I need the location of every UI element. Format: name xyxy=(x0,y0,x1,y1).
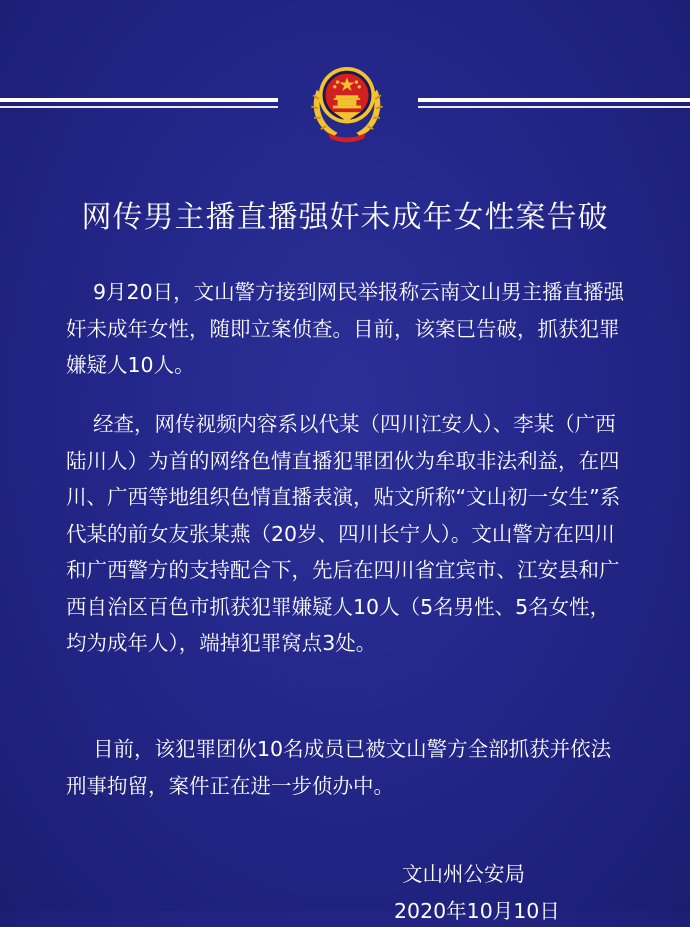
notice-title: 网传男主播直播强奸未成年女性案告破 xyxy=(81,200,609,235)
header-line-left-top xyxy=(0,98,278,102)
police-emblem-icon xyxy=(300,52,394,146)
issuer-signature: 文山州公安局 xyxy=(402,862,525,886)
header-line-right-bottom xyxy=(418,106,690,108)
paragraph-2: 经查，网传视频内容系以代某（四川江安人）、李某（广西陆川人）为首的网络色情直播犯罪团伙为牟取非法利益，在四川、广西等地组织色情直播表演，贴文所称“文山初一女生”系代某的前女友张某燕（20岁、四川长宁人）。文山警方在四川和广西警方的支持配合下，先后在四川省宜宾市、江安县和广西自治区百色市抓获犯罪嫌疑人10人（5名男性、5名女性，均为成年人），端掉犯罪窝点3处。 xyxy=(66,412,621,655)
header-line-left-bottom xyxy=(0,106,278,108)
issue-date: 2020年10月10日 xyxy=(394,899,560,923)
paragraph-3: 目前，该犯罪团伙10名成员已被文山警方全部抓获并依法刑事拘留，案件正在进一步侦办中。 xyxy=(66,737,612,798)
paragraph-1: 9月20日，文山警方接到网民举报称云南文山男主播直播强奸未成年女性，随即立案侦查。目前，该案已告破，抓获犯罪嫌疑人10人。 xyxy=(66,280,625,377)
header-line-right-top xyxy=(418,98,690,102)
